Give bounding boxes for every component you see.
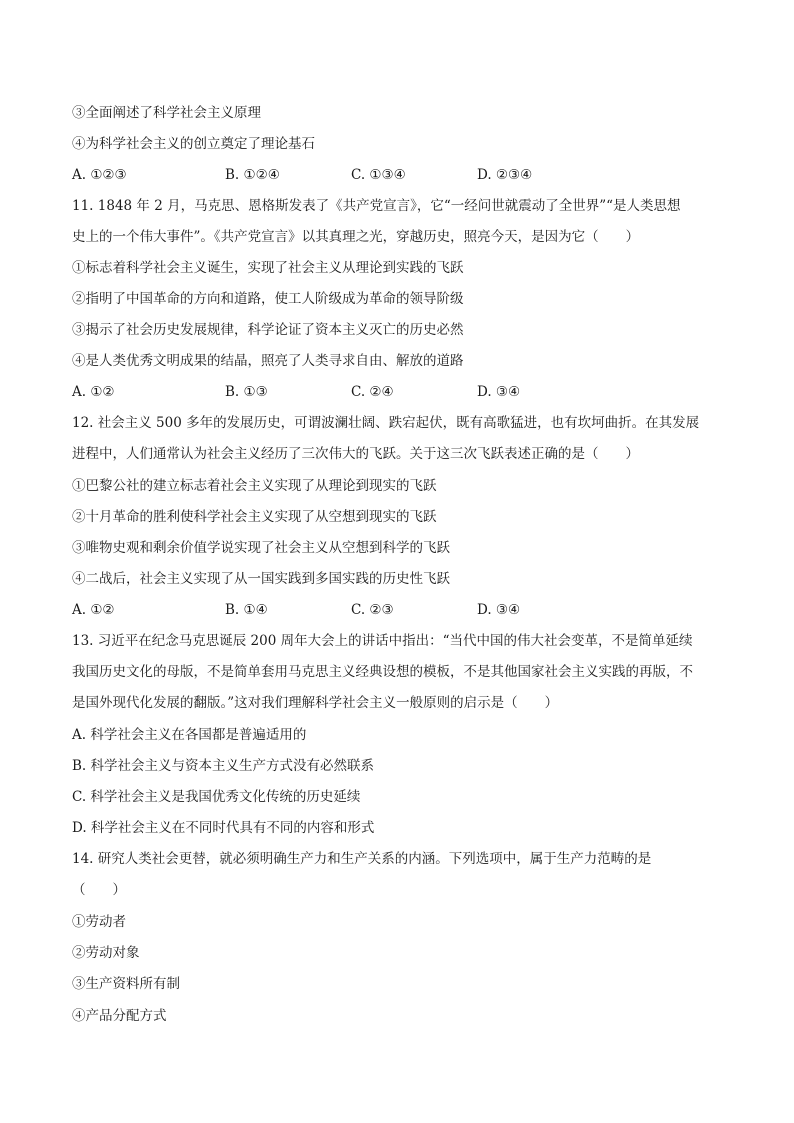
q12-item-4: ④二战后，社会主义实现了从一国实践到多国实践的历史性飞跃 xyxy=(72,571,450,587)
q13-stem-line-3: 是国外现代化发展的翻版。”这对我们理解科学社会主义一般原则的启示是（ ） xyxy=(72,695,559,711)
q11-option-c: C. ②④ xyxy=(351,384,394,400)
q13-option-b: B. 科学社会主义与资本主义生产方式没有必然联系 xyxy=(72,758,375,774)
q11-stem-line-2: 史上的一个伟大事件”。《共产党宣言》以其真理之光，穿越历史，照亮今天，是因为它（ ） xyxy=(72,229,640,245)
q10-option-b: B. ①②④ xyxy=(225,167,280,183)
q13-option-d: D. 科学社会主义在不同时代具有不同的内容和形式 xyxy=(72,820,375,836)
q11-option-d: D. ③④ xyxy=(477,384,521,400)
q14-item-3: ③生产资料所有制 xyxy=(72,976,180,992)
q14-item-1: ①劳动者 xyxy=(72,914,126,930)
q10-option-a: A. ①②③ xyxy=(72,167,127,183)
q14-stem-line-1: 14. 研究人类社会更替，就必须明确生产力和生产关系的内涵。下列选项中，属于生产力范畴的是 xyxy=(72,851,652,867)
q12-item-2: ②十月革命的胜利使科学社会主义实现了从空想到现实的飞跃 xyxy=(72,509,437,525)
q10-item-3: ③全面阐述了科学社会主义原理 xyxy=(72,105,261,121)
q12-item-3: ③唯物史观和剩余价值学说实现了社会主义从空想到科学的飞跃 xyxy=(72,540,450,556)
q12-option-d: D. ③④ xyxy=(477,602,521,618)
q13-option-a: A. 科学社会主义在各国都是普遍适用的 xyxy=(72,727,307,743)
q13-stem-line-1: 13. 习近平在纪念马克思诞辰 200 周年大会上的讲话中指出：“当代中国的伟大社会变革，不是简单延续 xyxy=(72,633,693,649)
q11-item-4: ④是人类优秀文明成果的结晶，照亮了人类寻求自由、解放的道路 xyxy=(72,353,464,369)
q11-option-a: A. ①② xyxy=(72,384,115,400)
q11-item-1: ①标志着科学社会主义诞生，实现了社会主义从理论到实践的飞跃 xyxy=(72,260,464,276)
q10-option-d: D. ②③④ xyxy=(477,167,533,183)
q13-stem-line-2: 我国历史文化的母版，不是简单套用马克思主义经典设想的模板，不是其他国家社会主义实践的再版，不 xyxy=(72,664,693,680)
q12-stem-line-1: 12. 社会主义 500 多年的发展历史，可谓波澜壮阔、跌宕起伏，既有高歌猛进，也有坎坷曲折。在其发展 xyxy=(72,415,700,431)
q14-item-4: ④产品分配方式 xyxy=(72,1008,167,1024)
q14-stem-line-2: （ ） xyxy=(72,882,126,898)
q12-item-1: ①巴黎公社的建立标志着社会主义实现了从理论到现实的飞跃 xyxy=(72,478,437,494)
q11-stem-line-1: 11. 1848 年 2 月，马克思、恩格斯发表了《共产党宣言》，它“一经问世就震动了全世界”“是人类思想 xyxy=(72,198,681,214)
q12-option-a: A. ①② xyxy=(72,602,115,618)
q12-option-c: C. ②③ xyxy=(351,602,394,618)
q11-option-b: B. ①③ xyxy=(225,384,268,400)
q14-item-2: ②劳动对象 xyxy=(72,945,140,961)
q13-option-c: C. 科学社会主义是我国优秀文化传统的历史延续 xyxy=(72,789,361,805)
q12-option-b: B. ①④ xyxy=(225,602,268,618)
q10-item-4: ④为科学社会主义的创立奠定了理论基石 xyxy=(72,136,315,152)
q10-option-c: C. ①③④ xyxy=(351,167,406,183)
q11-item-2: ②指明了中国革命的方向和道路，使工人阶级成为革命的领导阶级 xyxy=(72,291,464,307)
q11-item-3: ③揭示了社会历史发展规律，科学论证了资本主义灭亡的历史必然 xyxy=(72,322,464,338)
q12-stem-line-2: 进程中，人们通常认为社会主义经历了三次伟大的飞跃。关于这三次飞跃表述正确的是（ ） xyxy=(72,446,639,462)
